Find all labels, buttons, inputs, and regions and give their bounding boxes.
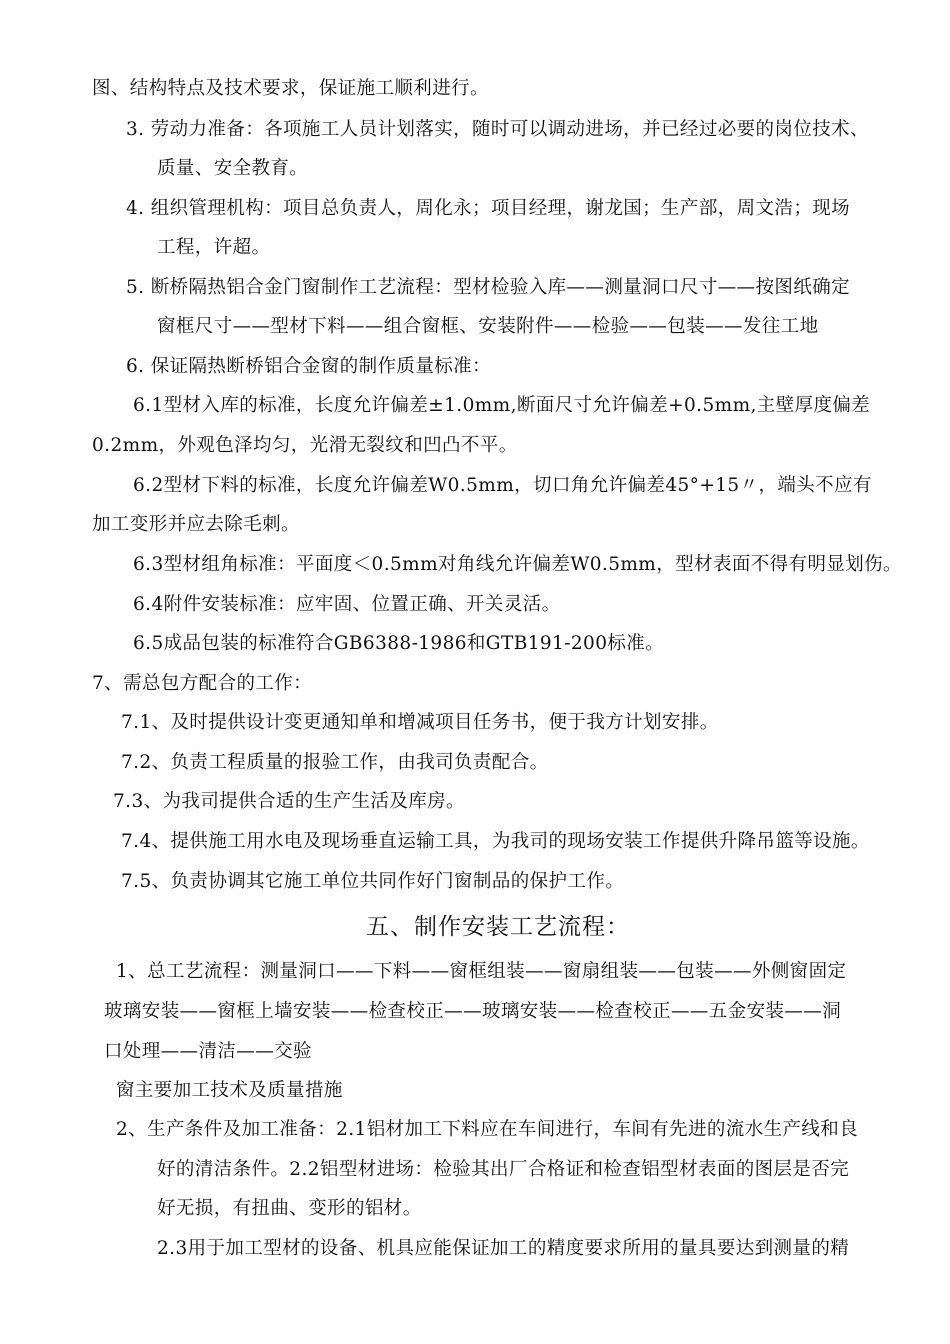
text-line: 加工变形并应去除毛刺。 [92, 514, 300, 535]
text-line: 6.2型材下料的标准，长度允许偏差W0.5mm，切口角允许偏差45°+15〃，端头不应有 [133, 475, 872, 496]
text-line: 窗主要加工技术及质量措施 [116, 1080, 343, 1101]
text-line: 窗框尺寸——型材下料——组合窗框、安装附件——检验——包装——发往工地 [157, 316, 819, 337]
text-line: 6.4附件安装标准：应牢固、位置正确、开关灵活。 [133, 594, 561, 615]
text-line: 6.1型材入库的标准，长度允许偏差±1.0mm,断面尺寸允许偏差+0.5mm,主壁厚度偏差 [133, 395, 871, 416]
text-line: 6.5成品包装的标准符合GB6388-1986和GTB191-200标准。 [133, 633, 665, 654]
text-line: 7、需总包方配合的工作： [92, 673, 313, 694]
text-line: 2.3用于加工型材的设备、机具应能保证加工的精度要求所用的量具要达到测量的精 [157, 1238, 850, 1259]
text-line: 7.2、负责工程质量的报验工作，由我司负责配合。 [121, 752, 549, 773]
text-line: 7.1、及时提供设计变更通知单和增减项目任务书，便于我方计划安排。 [121, 712, 719, 733]
text-line: 6. 保证隔热断桥铝合金窗的制作质量标准： [126, 356, 491, 377]
text-line: 7.3、为我司提供合适的生产生活及库房。 [113, 791, 465, 812]
text-line: 好的清洁条件。2.2铝型材进场：检验其出厂合格证和检查铝型材表面的图层是否完 [157, 1159, 850, 1180]
text-line: 3. 劳动力准备：各项施工人员计划落实，随时可以调动进场，并已经过必要的岗位技术、 [126, 119, 869, 140]
text-line: 7.5、负责协调其它施工单位共同作好门窗制品的保护工作。 [121, 871, 625, 892]
text-line: 口处理——清洁——交验 [104, 1041, 312, 1062]
text-line: 好无损，有扭曲、变形的铝材。 [157, 1198, 422, 1219]
text-line: 玻璃安装——窗框上墙安装——检查校正——玻璃安装——检查校正——五金安装——洞 [104, 1001, 842, 1022]
text-line: 7.4、提供施工用水电及现场垂直运输工具，为我司的现场安装工作提供升降吊篮等设施。 [121, 831, 870, 852]
text-line: 质量、安全教育。 [157, 158, 309, 179]
text-line: 2、生产条件及加工准备：2.1铝材加工下料应在车间进行，车间有先进的流水生产线和良 [116, 1119, 859, 1140]
text-line: 4. 组织管理机构：项目总负责人，周化永；项目经理，谢龙国；生产部，周文浩；现场 [126, 198, 851, 219]
text-line: 6.3型材组角标准：平面度＜0.5mm对角线允许偏差W0.5mm，型材表面不得有明显划伤。 [133, 554, 902, 575]
section-heading: 五、制作安装工艺流程： [366, 914, 630, 940]
text-line: 图、结构特点及技术要求，保证施工顺利进行。 [92, 78, 489, 99]
text-line: 5. 断桥隔热铝合金门窗制作工艺流程：型材检验入库——测量洞口尺寸——按图纸确定 [126, 277, 851, 298]
text-line: 1、总工艺流程：测量洞口——下料——窗框组装——窗扇组装——包装——外侧窗固定 [116, 961, 847, 982]
text-line: 工程，许超。 [157, 237, 271, 258]
text-line: 0.2mm，外观色泽均匀，光滑无裂纹和凹凸不平。 [92, 435, 518, 456]
